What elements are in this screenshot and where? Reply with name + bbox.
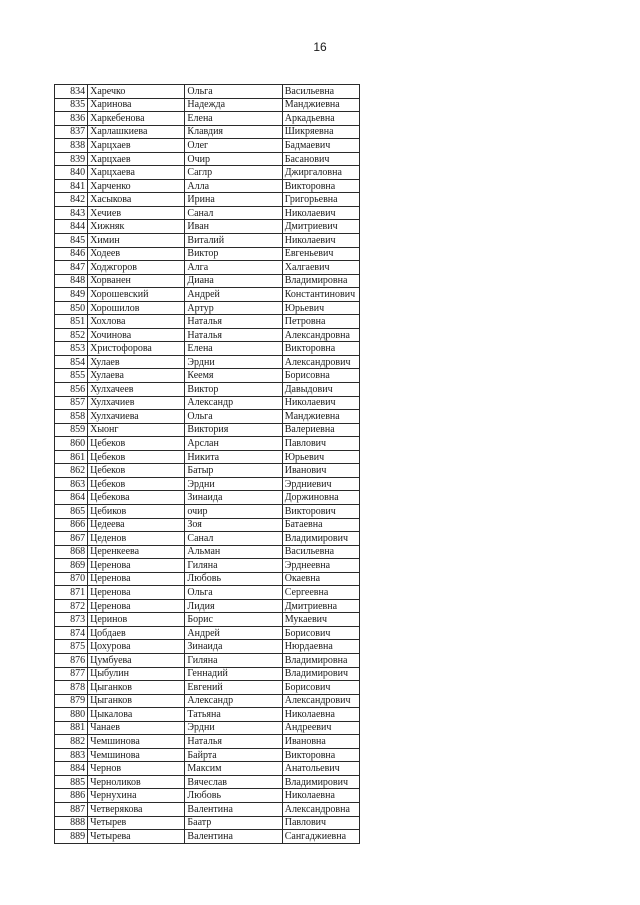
surname-cell: Ходеев — [88, 247, 185, 261]
first-name-cell: Александр — [185, 694, 282, 708]
first-name-cell: Алга — [185, 261, 282, 275]
surname-cell: Цыкалова — [88, 708, 185, 722]
surname-cell: Церенова — [88, 586, 185, 600]
row-number: 860 — [55, 437, 88, 451]
patronymic-cell: Александровна — [282, 328, 359, 342]
row-number: 862 — [55, 464, 88, 478]
table-row — [55, 532, 360, 546]
row-number: 841 — [55, 179, 88, 193]
first-name-cell: Эрдни — [185, 355, 282, 369]
surname-cell: Цебеков — [88, 477, 185, 491]
table-row — [55, 586, 360, 600]
table-row — [55, 789, 360, 803]
surname-cell: Церинов — [88, 613, 185, 627]
first-name-cell: Байрта — [185, 748, 282, 762]
table-row — [55, 545, 360, 559]
patronymic-cell: Викторовна — [282, 179, 359, 193]
patronymic-cell: Сергеевна — [282, 586, 359, 600]
first-name-cell: Санал — [185, 532, 282, 546]
patronymic-cell: Николаевна — [282, 708, 359, 722]
patronymic-cell: Иванович — [282, 464, 359, 478]
surname-cell: Цебекова — [88, 491, 185, 505]
patronymic-cell: Шикряевна — [282, 125, 359, 139]
first-name-cell: Александр — [185, 396, 282, 410]
first-name-cell: Иван — [185, 220, 282, 234]
patronymic-cell: Юрьевич — [282, 301, 359, 315]
first-name-cell: Валентина — [185, 830, 282, 844]
first-name-cell: очир — [185, 504, 282, 518]
patronymic-cell: Эрднеевна — [282, 559, 359, 573]
first-name-cell: Виталий — [185, 234, 282, 248]
table-row — [55, 328, 360, 342]
first-name-cell: Зинаида — [185, 640, 282, 654]
table-row — [55, 640, 360, 654]
row-number: 859 — [55, 423, 88, 437]
row-number: 868 — [55, 545, 88, 559]
patronymic-cell: Окаевна — [282, 572, 359, 586]
table-row — [55, 491, 360, 505]
table-row — [55, 112, 360, 126]
first-name-cell: Виктория — [185, 423, 282, 437]
patronymic-cell: Валериевна — [282, 423, 359, 437]
row-number: 842 — [55, 193, 88, 207]
surname-cell: Хочинова — [88, 328, 185, 342]
surname-cell: Хорванен — [88, 274, 185, 288]
row-number: 836 — [55, 112, 88, 126]
first-name-cell: Любовь — [185, 572, 282, 586]
patronymic-cell: Борисович — [282, 626, 359, 640]
row-number: 883 — [55, 748, 88, 762]
table-row — [55, 708, 360, 722]
patronymic-cell: Владимировна — [282, 274, 359, 288]
patronymic-cell: Викторовна — [282, 342, 359, 356]
table-row — [55, 288, 360, 302]
first-name-cell: Надежда — [185, 98, 282, 112]
row-number: 872 — [55, 599, 88, 613]
names-table — [54, 84, 360, 844]
table-row — [55, 179, 360, 193]
surname-cell: Цобдаев — [88, 626, 185, 640]
patronymic-cell: Бадмаевич — [282, 139, 359, 153]
row-number: 857 — [55, 396, 88, 410]
first-name-cell: Виктор — [185, 247, 282, 261]
first-name-cell: Ольга — [185, 85, 282, 99]
first-name-cell: Артур — [185, 301, 282, 315]
surname-cell: Четырева — [88, 830, 185, 844]
surname-cell: Цохурова — [88, 640, 185, 654]
row-number: 838 — [55, 139, 88, 153]
table-row — [55, 234, 360, 248]
row-number: 880 — [55, 708, 88, 722]
patronymic-cell: Григорьевна — [282, 193, 359, 207]
table-row — [55, 518, 360, 532]
table-row — [55, 383, 360, 397]
table-row — [55, 667, 360, 681]
row-number: 863 — [55, 477, 88, 491]
patronymic-cell: Евгеньевич — [282, 247, 359, 261]
surname-cell: Хулхачиева — [88, 410, 185, 424]
row-number: 854 — [55, 355, 88, 369]
row-number: 878 — [55, 681, 88, 695]
patronymic-cell: Давыдович — [282, 383, 359, 397]
surname-cell: Цебеков — [88, 450, 185, 464]
surname-cell: Цебиков — [88, 504, 185, 518]
row-number: 861 — [55, 450, 88, 464]
row-number: 853 — [55, 342, 88, 356]
first-name-cell: Елена — [185, 342, 282, 356]
patronymic-cell: Нюрдаевна — [282, 640, 359, 654]
table-row — [55, 152, 360, 166]
surname-cell: Хорошилов — [88, 301, 185, 315]
first-name-cell: Батыр — [185, 464, 282, 478]
names-table-body — [55, 85, 360, 844]
first-name-cell: Ирина — [185, 193, 282, 207]
table-row — [55, 355, 360, 369]
table-row — [55, 261, 360, 275]
row-number: 848 — [55, 274, 88, 288]
page-number: 16 — [313, 40, 327, 54]
surname-cell: Хулхачиев — [88, 396, 185, 410]
surname-cell: Харлашкиева — [88, 125, 185, 139]
patronymic-cell: Манджиевна — [282, 98, 359, 112]
table-row — [55, 613, 360, 627]
first-name-cell: Ольга — [185, 410, 282, 424]
surname-cell: Четырев — [88, 816, 185, 830]
first-name-cell: Наталья — [185, 735, 282, 749]
row-number: 858 — [55, 410, 88, 424]
first-name-cell: Елена — [185, 112, 282, 126]
table-row — [55, 274, 360, 288]
patronymic-cell: Александрович — [282, 694, 359, 708]
row-number: 873 — [55, 613, 88, 627]
surname-cell: Цебеков — [88, 437, 185, 451]
row-number: 885 — [55, 775, 88, 789]
row-number: 876 — [55, 653, 88, 667]
patronymic-cell: Александрович — [282, 355, 359, 369]
row-number: 843 — [55, 206, 88, 220]
row-number: 847 — [55, 261, 88, 275]
row-number: 889 — [55, 830, 88, 844]
patronymic-cell: Павлович — [282, 816, 359, 830]
patronymic-cell: Андреевич — [282, 721, 359, 735]
surname-cell: Харинова — [88, 98, 185, 112]
table-row — [55, 681, 360, 695]
patronymic-cell: Манджиевна — [282, 410, 359, 424]
first-name-cell: Виктор — [185, 383, 282, 397]
table-row — [55, 721, 360, 735]
patronymic-cell: Николаевна — [282, 789, 359, 803]
row-number: 852 — [55, 328, 88, 342]
surname-cell: Цеденов — [88, 532, 185, 546]
table-row — [55, 599, 360, 613]
table-row — [55, 437, 360, 451]
surname-cell: Цыганков — [88, 681, 185, 695]
surname-cell: Харечко — [88, 85, 185, 99]
row-number: 879 — [55, 694, 88, 708]
row-number: 856 — [55, 383, 88, 397]
table-row — [55, 775, 360, 789]
row-number: 844 — [55, 220, 88, 234]
first-name-cell: Арслан — [185, 437, 282, 451]
row-number: 855 — [55, 369, 88, 383]
surname-cell: Харцхаев — [88, 139, 185, 153]
patronymic-cell: Константинович — [282, 288, 359, 302]
surname-cell: Харцхаев — [88, 152, 185, 166]
table-row — [55, 559, 360, 573]
surname-cell: Харченко — [88, 179, 185, 193]
patronymic-cell: Владимирович — [282, 532, 359, 546]
first-name-cell: Алла — [185, 179, 282, 193]
surname-cell: Цыбулин — [88, 667, 185, 681]
patronymic-cell: Петровна — [282, 315, 359, 329]
surname-cell: Четверякова — [88, 802, 185, 816]
patronymic-cell: Джиргаловна — [282, 166, 359, 180]
row-number: 888 — [55, 816, 88, 830]
first-name-cell: Борис — [185, 613, 282, 627]
patronymic-cell: Викторовна — [282, 748, 359, 762]
table-row — [55, 626, 360, 640]
first-name-cell: Лидия — [185, 599, 282, 613]
first-name-cell: Любовь — [185, 789, 282, 803]
table-row — [55, 193, 360, 207]
first-name-cell: Никита — [185, 450, 282, 464]
surname-cell: Хулаева — [88, 369, 185, 383]
patronymic-cell: Сангаджиевна — [282, 830, 359, 844]
table-row — [55, 802, 360, 816]
table-row — [55, 98, 360, 112]
first-name-cell: Геннадий — [185, 667, 282, 681]
table-row — [55, 572, 360, 586]
first-name-cell: Эрдни — [185, 721, 282, 735]
surname-cell: Ходжгоров — [88, 261, 185, 275]
surname-cell: Чернов — [88, 762, 185, 776]
patronymic-cell: Халгаевич — [282, 261, 359, 275]
row-number: 865 — [55, 504, 88, 518]
row-number: 875 — [55, 640, 88, 654]
first-name-cell: Наталья — [185, 315, 282, 329]
table-row — [55, 301, 360, 315]
surname-cell: Химин — [88, 234, 185, 248]
surname-cell: Церенова — [88, 559, 185, 573]
patronymic-cell: Владимирович — [282, 667, 359, 681]
row-number: 850 — [55, 301, 88, 315]
surname-cell: Хасыкова — [88, 193, 185, 207]
surname-cell: Хулаев — [88, 355, 185, 369]
row-number: 882 — [55, 735, 88, 749]
table-row — [55, 735, 360, 749]
first-name-cell: Диана — [185, 274, 282, 288]
table-row — [55, 342, 360, 356]
surname-cell: Цумбуева — [88, 653, 185, 667]
table-row — [55, 139, 360, 153]
patronymic-cell: Юрьевич — [282, 450, 359, 464]
table-row — [55, 247, 360, 261]
patronymic-cell: Николаевич — [282, 234, 359, 248]
patronymic-cell: Ивановна — [282, 735, 359, 749]
table-row — [55, 694, 360, 708]
row-number: 851 — [55, 315, 88, 329]
row-number: 864 — [55, 491, 88, 505]
patronymic-cell: Басанович — [282, 152, 359, 166]
surname-cell: Хечиев — [88, 206, 185, 220]
row-number: 870 — [55, 572, 88, 586]
surname-cell: Хижняк — [88, 220, 185, 234]
surname-cell: Чемшинова — [88, 748, 185, 762]
row-number: 849 — [55, 288, 88, 302]
surname-cell: Цедеева — [88, 518, 185, 532]
patronymic-cell: Владимировна — [282, 653, 359, 667]
patronymic-cell: Анатольевич — [282, 762, 359, 776]
row-number: 840 — [55, 166, 88, 180]
surname-cell: Хыонг — [88, 423, 185, 437]
table-row — [55, 125, 360, 139]
first-name-cell: Олег — [185, 139, 282, 153]
table-row — [55, 369, 360, 383]
first-name-cell: Евгений — [185, 681, 282, 695]
table-row — [55, 762, 360, 776]
surname-cell: Чернухина — [88, 789, 185, 803]
table-row — [55, 410, 360, 424]
table-row — [55, 85, 360, 99]
surname-cell: Чемшинова — [88, 735, 185, 749]
first-name-cell: Саглр — [185, 166, 282, 180]
row-number: 886 — [55, 789, 88, 803]
surname-cell: Черноликов — [88, 775, 185, 789]
row-number: 887 — [55, 802, 88, 816]
patronymic-cell: Павлович — [282, 437, 359, 451]
patronymic-cell: Николаевич — [282, 396, 359, 410]
surname-cell: Хорошевский — [88, 288, 185, 302]
first-name-cell: Гиляна — [185, 559, 282, 573]
table-row — [55, 464, 360, 478]
table-row — [55, 477, 360, 491]
first-name-cell: Санал — [185, 206, 282, 220]
row-number: 866 — [55, 518, 88, 532]
table-row — [55, 220, 360, 234]
surname-cell: Церенова — [88, 572, 185, 586]
first-name-cell: Андрей — [185, 288, 282, 302]
first-name-cell: Баатр — [185, 816, 282, 830]
first-name-cell: Зоя — [185, 518, 282, 532]
patronymic-cell: Владимирович — [282, 775, 359, 789]
first-name-cell: Валентина — [185, 802, 282, 816]
row-number: 869 — [55, 559, 88, 573]
first-name-cell: Зинаида — [185, 491, 282, 505]
surname-cell: Хохлова — [88, 315, 185, 329]
first-name-cell: Наталья — [185, 328, 282, 342]
surname-cell: Христофорова — [88, 342, 185, 356]
first-name-cell: Альман — [185, 545, 282, 559]
patronymic-cell: Аркадьевна — [282, 112, 359, 126]
surname-cell: Церенова — [88, 599, 185, 613]
row-number: 871 — [55, 586, 88, 600]
first-name-cell: Максим — [185, 762, 282, 776]
row-number: 881 — [55, 721, 88, 735]
patronymic-cell: Дмитриевич — [282, 220, 359, 234]
first-name-cell: Гиляна — [185, 653, 282, 667]
patronymic-cell: Борисовна — [282, 369, 359, 383]
table-row — [55, 504, 360, 518]
table-row — [55, 206, 360, 220]
patronymic-cell: Александровна — [282, 802, 359, 816]
first-name-cell: Клавдия — [185, 125, 282, 139]
patronymic-cell: Доржиновна — [282, 491, 359, 505]
surname-cell: Цыганков — [88, 694, 185, 708]
table-row — [55, 830, 360, 844]
row-number: 846 — [55, 247, 88, 261]
patronymic-cell: Борисович — [282, 681, 359, 695]
table-row — [55, 816, 360, 830]
row-number: 845 — [55, 234, 88, 248]
first-name-cell: Андрей — [185, 626, 282, 640]
patronymic-cell: Васильевна — [282, 545, 359, 559]
patronymic-cell: Эрдниевич — [282, 477, 359, 491]
surname-cell: Цебеков — [88, 464, 185, 478]
row-number: 834 — [55, 85, 88, 99]
table-row — [55, 450, 360, 464]
row-number: 874 — [55, 626, 88, 640]
table-row — [55, 653, 360, 667]
first-name-cell: Вячеслав — [185, 775, 282, 789]
first-name-cell: Эрдни — [185, 477, 282, 491]
table-row — [55, 748, 360, 762]
surname-cell: Чанаев — [88, 721, 185, 735]
surname-cell: Харкебенова — [88, 112, 185, 126]
row-number: 839 — [55, 152, 88, 166]
first-name-cell: Очир — [185, 152, 282, 166]
first-name-cell: Татьяна — [185, 708, 282, 722]
first-name-cell: Кеемя — [185, 369, 282, 383]
table-row — [55, 423, 360, 437]
row-number: 877 — [55, 667, 88, 681]
row-number: 835 — [55, 98, 88, 112]
surname-cell: Харцхаева — [88, 166, 185, 180]
patronymic-cell: Батаевна — [282, 518, 359, 532]
first-name-cell: Ольга — [185, 586, 282, 600]
surname-cell: Церенкеева — [88, 545, 185, 559]
row-number: 867 — [55, 532, 88, 546]
patronymic-cell: Мукаевич — [282, 613, 359, 627]
patronymic-cell: Дмитриевна — [282, 599, 359, 613]
table-row — [55, 315, 360, 329]
row-number: 884 — [55, 762, 88, 776]
patronymic-cell: Викторович — [282, 504, 359, 518]
table-row — [55, 166, 360, 180]
row-number: 837 — [55, 125, 88, 139]
table-row — [55, 396, 360, 410]
surname-cell: Хулхачеев — [88, 383, 185, 397]
patronymic-cell: Николаевич — [282, 206, 359, 220]
patronymic-cell: Васильевна — [282, 85, 359, 99]
